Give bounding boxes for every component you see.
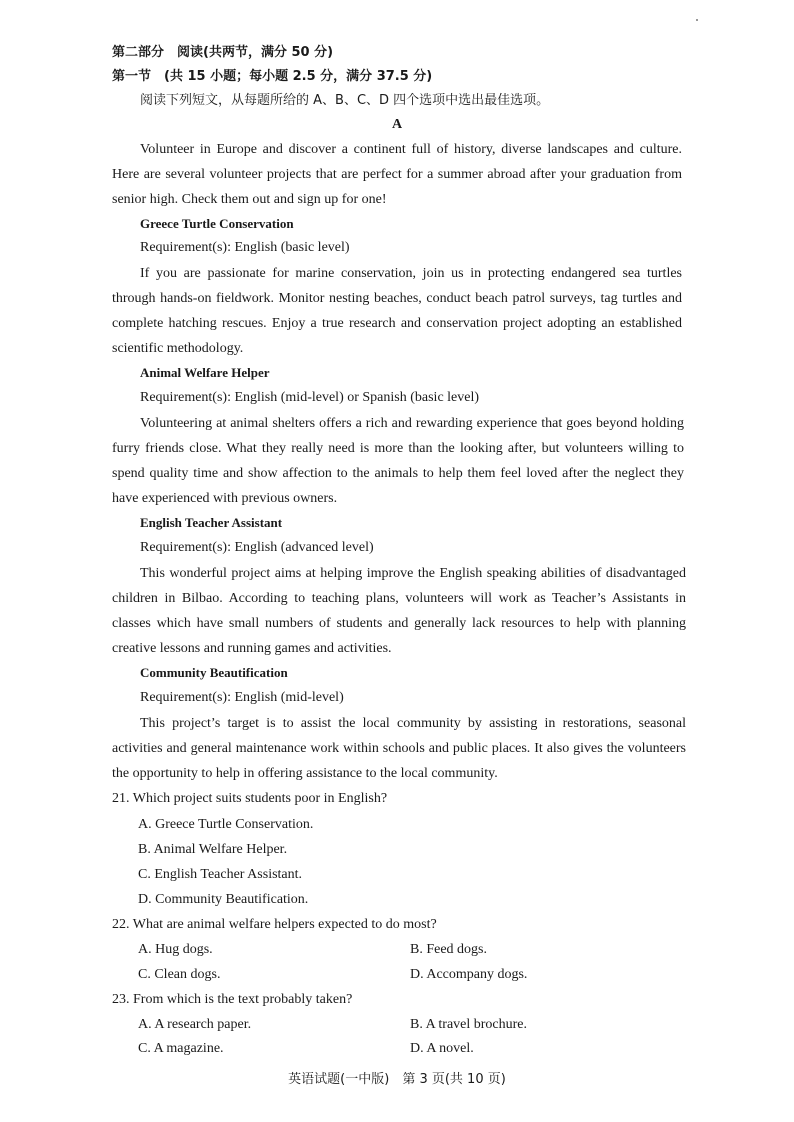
answer-option: A. Hug dogs. — [138, 942, 213, 957]
answer-option: A. A research paper. — [138, 1017, 252, 1032]
question-stem: 22. What are animal welfare helpers expected to do most? — [112, 917, 437, 932]
question-stem: 23. From which is the text probably taken? — [112, 992, 353, 1007]
answer-option: D. Accompany dogs. — [410, 967, 528, 982]
project-description-teacher: This wonderful project aims at helping improve the English speaking abilities of disadvantaged children in Bilbao. According to teaching plans, volunteers will work as Teacher’s Assistants in classes which have small numbers of students and generally lack resources to help with planning creative lessons and running games and activities. — [112, 566, 686, 656]
answer-option: B. A travel brochure. — [410, 1017, 528, 1032]
project-description-turtle: If you are passionate for marine conservation, join us in protecting endangered sea turtles through hands-on fieldwork. Monitor nesting beaches, conduct beach patrol surveys, tag turtles and complete hatching rescues. Enjoy a true research and conservation project adopting an established scientific methodology. — [112, 266, 682, 356]
project-description-community: This project’s target is to assist the local community by assisting in restorations, seasonal activities and general maintenance work within schools and public places. It also gives the volunteers the opportunity to help in offering assistance to the local community. — [112, 716, 686, 781]
project-title-teacher: English Teacher Assistant — [140, 515, 283, 530]
answer-option: B. Feed dogs. — [410, 942, 487, 957]
answer-option: D. Community Beautification. — [138, 892, 309, 907]
answer-option: C. A magazine. — [138, 1041, 224, 1056]
intro-paragraph: Volunteer in Europe and discover a continent full of history, diverse landscapes and culture. Here are several volunteer projects that are perfect for a summer abroad after your graduation from senior high. Check them out and sign up for one! — [112, 142, 682, 207]
answer-option: A. Greece Turtle Conservation. — [138, 817, 314, 832]
project-requirement-turtle: Requirement(s): English (basic level) — [140, 240, 350, 255]
part-heading: 第二部分 阅读(共两节，满分 50 分) — [112, 45, 334, 60]
project-title-community: Community Beautification — [140, 665, 288, 680]
answer-option: B. Animal Welfare Helper. — [138, 842, 288, 857]
section-heading: 第一节 (共 15 小题；每小题 2.5 分，满分 37.5 分) — [112, 69, 433, 84]
project-requirement-community: Requirement(s): English (mid-level) — [140, 690, 344, 705]
project-description-animal: Volunteering at animal shelters offers a rich and rewarding experience that goes beyond holding furry friends close. What they really need is more than the looking after, but volunteers willing to spend quality time and show affection to the animals to help them feel loved after the neglect they have experienced with previous owners. — [112, 416, 684, 506]
answer-option: C. Clean dogs. — [138, 967, 221, 982]
instruction-text: 阅读下列短文，从每题所给的 A、B、C、D 四个选项中选出最佳选项。 — [140, 93, 550, 108]
project-title-animal: Animal Welfare Helper — [140, 365, 270, 380]
project-title-turtle: Greece Turtle Conservation — [140, 216, 294, 231]
answer-option: D. A novel. — [410, 1041, 474, 1056]
page-footer: 英语试题(一中版) 第 3 页(共 10 页) — [288, 1072, 506, 1087]
question-stem: 21. Which project suits students poor in English? — [112, 791, 388, 806]
project-requirement-animal: Requirement(s): English (mid-level) or Spanish (basic level) — [140, 390, 480, 405]
answer-option: C. English Teacher Assistant. — [138, 867, 303, 882]
project-requirement-teacher: Requirement(s): English (advanced level) — [140, 540, 374, 555]
scan-speck — [696, 19, 698, 21]
passage-label: A — [391, 117, 403, 132]
